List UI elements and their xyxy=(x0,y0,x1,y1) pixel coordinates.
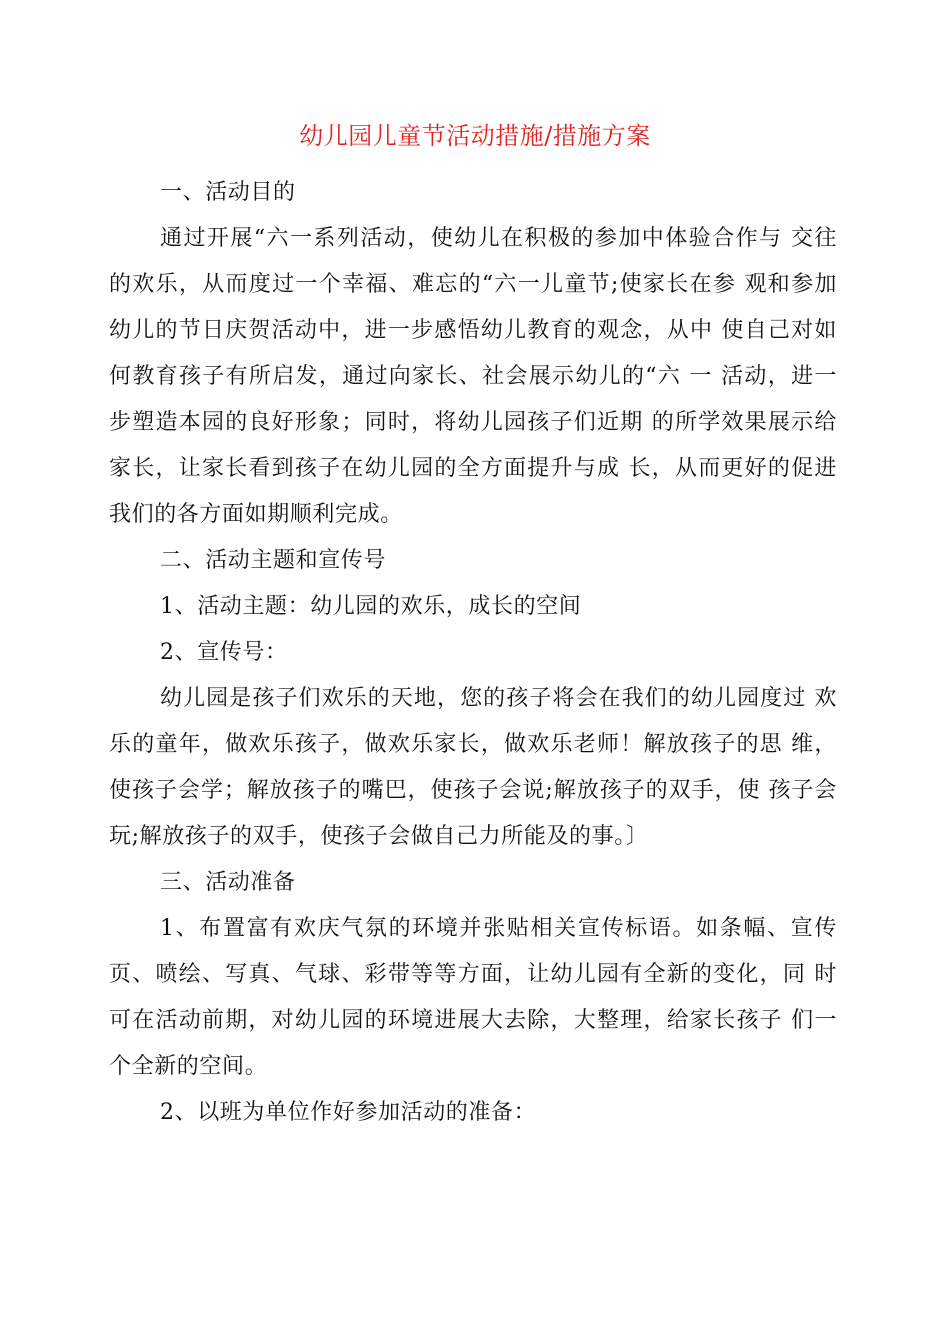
heading-activity-preparation: 三、活动准备 xyxy=(160,870,296,895)
paragraph-line: 的欢乐，从而度过一个幸福、难忘的“六一儿童节;使家长在参 观和参加 xyxy=(109,272,837,297)
paragraph-line: 家长，让家长看到孩子在幼儿园的全方面提升与成 长，从而更好的促进 xyxy=(109,456,837,481)
list-item-theme: 1、活动主题：幼儿园的欢乐，成长的空间 xyxy=(160,594,582,619)
paragraph-line: 使孩子会学；解放孩子的嘴巴，使孩子会说;解放孩子的双手，使 孩子会 xyxy=(109,778,837,803)
paragraph-line: 何教育孩子有所启发，通过向家长、社会展示幼儿的“六 一 活动，进一 xyxy=(109,364,837,389)
list-item-slogan: 2、宣传号： xyxy=(160,640,288,665)
heading-activity-purpose: 一、活动目的 xyxy=(160,180,296,205)
paragraph-line: 幼儿园是孩子们欢乐的天地，您的孩子将会在我们的幼儿园度过 欢 xyxy=(160,686,837,711)
paragraph-line: 我们的各方面如期顺利完成。 xyxy=(109,502,403,527)
paragraph-line: 个全新的空间。 xyxy=(109,1054,268,1079)
list-item-class-preparation: 2、以班为单位作好参加活动的准备： xyxy=(160,1100,537,1125)
document-title: 幼儿园儿童节活动措施/措施方案 xyxy=(299,122,651,150)
paragraph-line: 幼儿的节日庆贺活动中，进一步感悟幼儿教育的观念，从中 使自己对如 xyxy=(109,318,837,343)
paragraph-line: 可在活动前期，对幼儿园的环境进展大去除，大整理，给家长孩子 们一 xyxy=(109,1008,837,1033)
heading-theme-slogan: 二、活动主题和宣传号 xyxy=(160,548,387,573)
paragraph-line: 玩;解放孩子的双手，使孩子会做自己力所能及的事。〕 xyxy=(109,824,649,849)
paragraph-line: 通过开展“六一系列活动，使幼儿在积极的参加中体验合作与 交往 xyxy=(160,226,837,251)
paragraph-line: 1、布置富有欢庆气氛的环境并张贴相关宣传标语。如条幅、宣传 xyxy=(160,916,837,941)
paragraph-line: 乐的童年，做欢乐孩子，做欢乐家长，做欢乐老师！解放孩子的思 维， xyxy=(109,732,837,757)
paragraph-line: 页、喷绘、写真、气球、彩带等等方面，让幼儿园有全新的变化，同 时 xyxy=(109,962,837,987)
paragraph-line: 步塑造本园的良好形象；同时，将幼儿园孩子们近期 的所学效果展示给 xyxy=(109,410,837,435)
